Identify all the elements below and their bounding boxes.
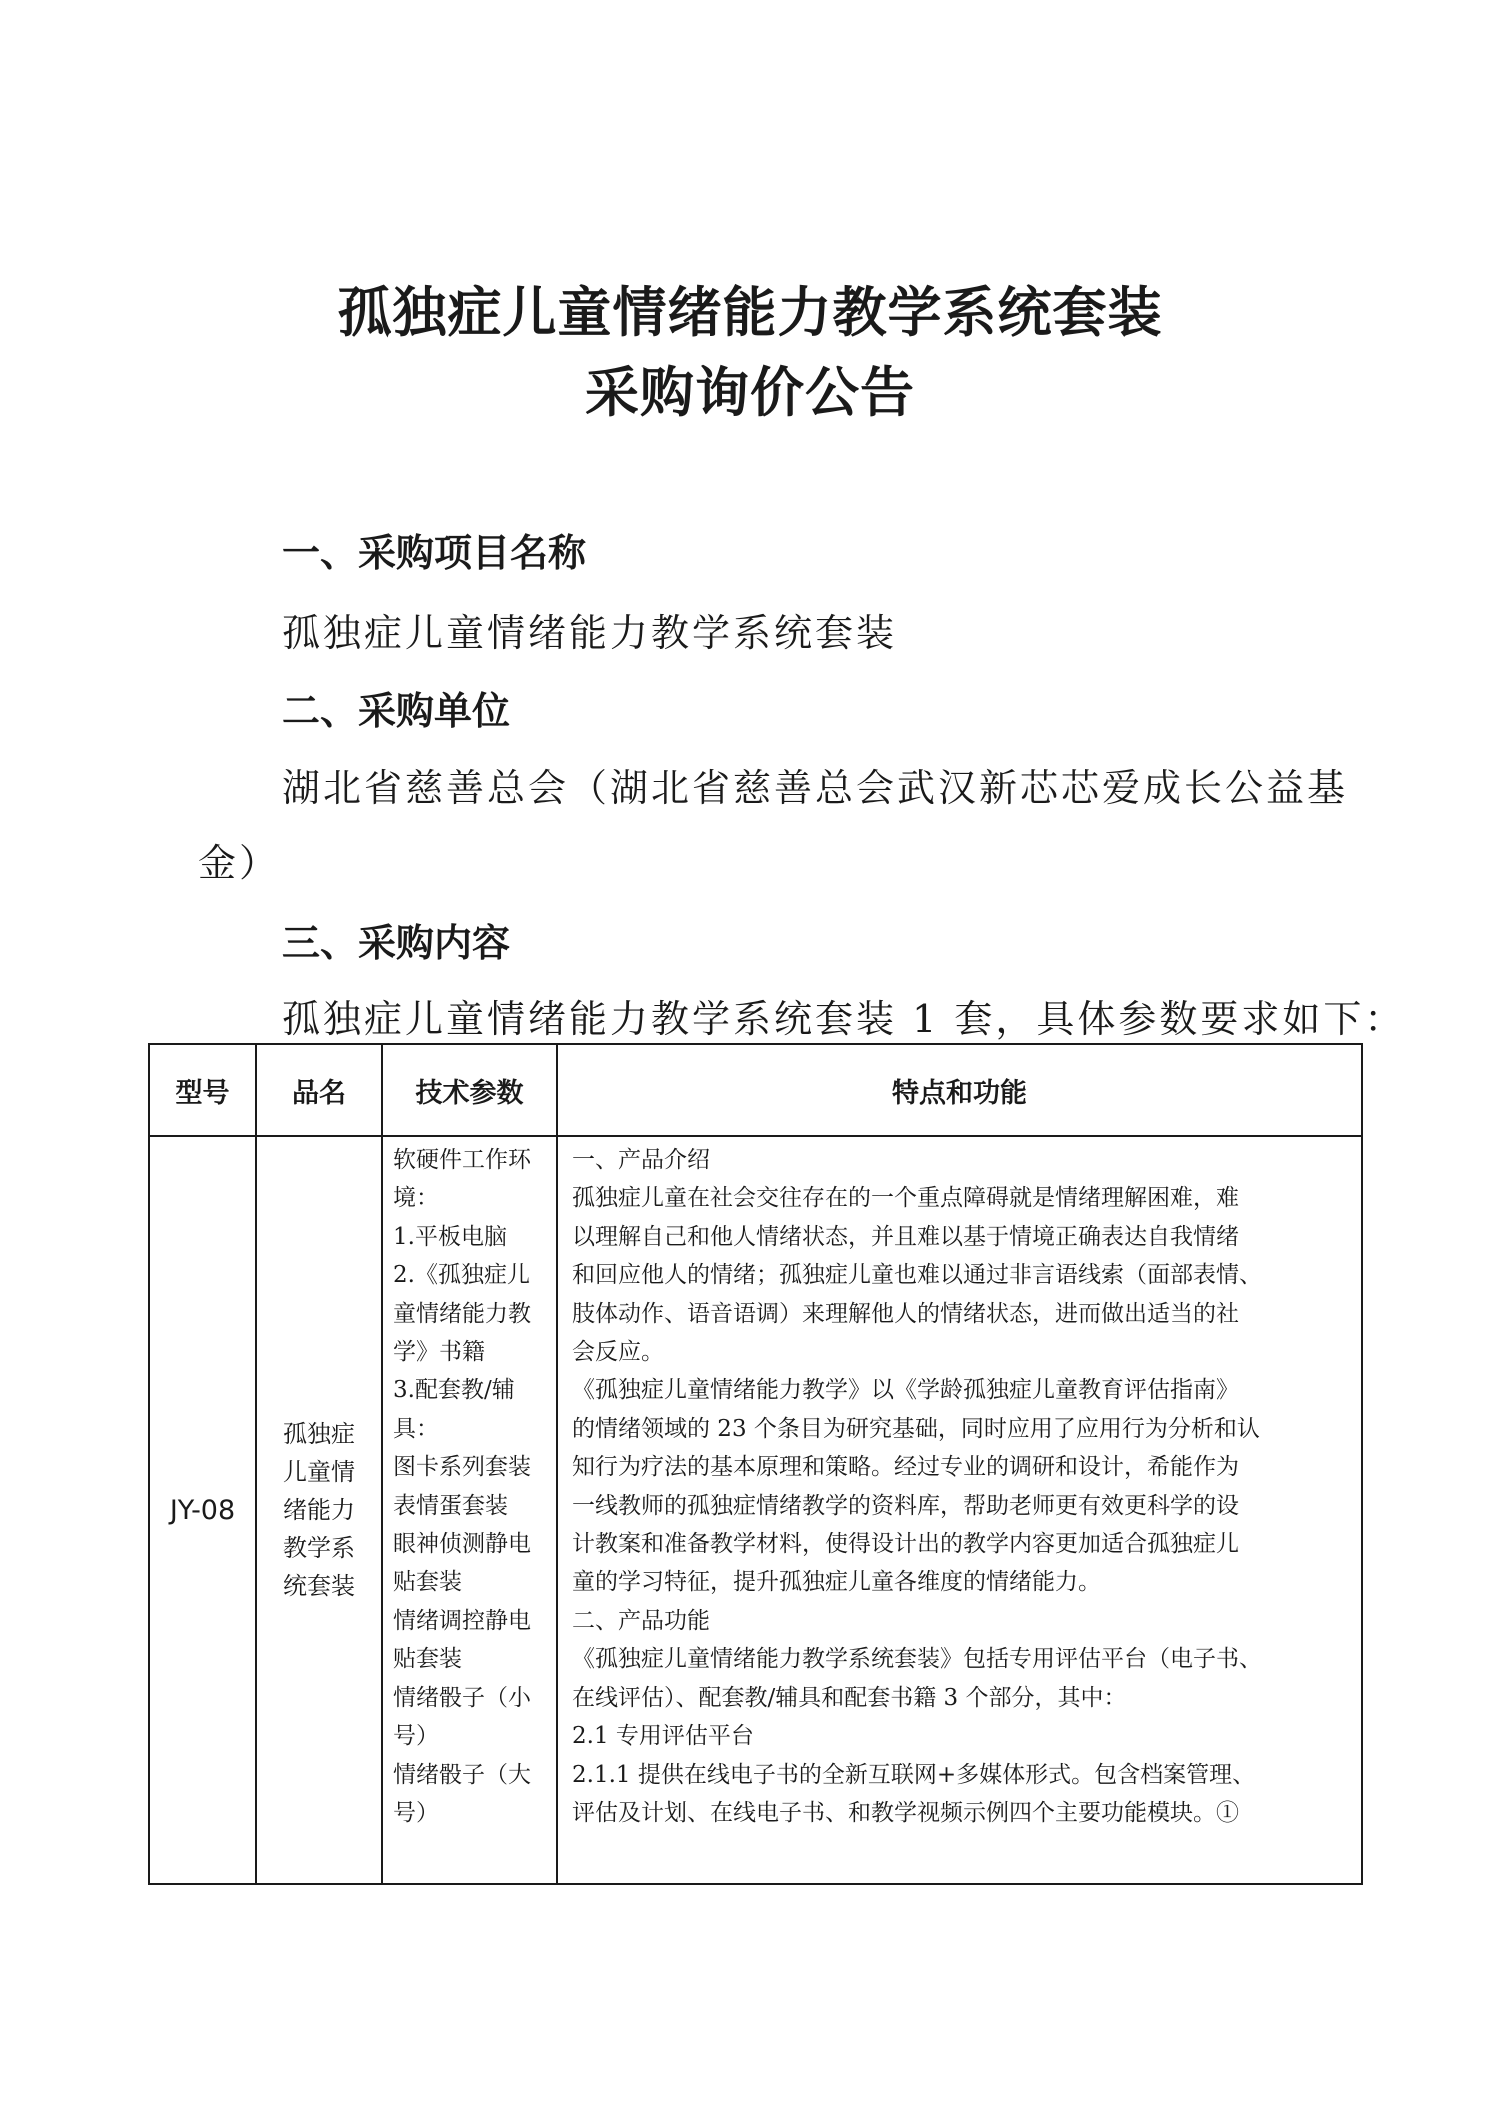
tech-line: 具： — [393, 1415, 439, 1442]
feature-line: 《孤独症儿童情绪能力教学》以《学龄孤独症儿童教育评估指南》 — [572, 1377, 1239, 1404]
feature-line: 肢体动作、语音语调）来理解他人的情绪状态，进而做出适当的社 — [572, 1300, 1239, 1327]
name-line: 儿童情 — [283, 1458, 355, 1486]
spec-table — [148, 1043, 1363, 1885]
tech-line: 情绪骰子（大 — [393, 1761, 531, 1788]
feature-line: 一、产品介绍 — [572, 1147, 710, 1173]
tech-line: 贴套装 — [393, 1646, 462, 1673]
tech-line: 号） — [393, 1799, 439, 1826]
tech-line: 境： — [393, 1185, 439, 1212]
tech-line: 号） — [393, 1723, 439, 1750]
header-model: 型号 — [149, 1044, 256, 1136]
section3-text: 孤独症儿童情绪能力教学系统套装 1 套，具体参数要求如下： — [282, 997, 1406, 1041]
header-tech: 技术参数 — [382, 1044, 557, 1136]
page-subtitle: 采购询价公告 — [585, 361, 915, 424]
tech-line: 童情绪能力教 — [393, 1300, 531, 1327]
feature-line: 计教案和准备教学材料，使得设计出的教学内容更加适合孤独症儿 — [572, 1531, 1239, 1558]
tech-line: 贴套装 — [393, 1569, 462, 1596]
feature-line: 会反应。 — [572, 1339, 664, 1366]
name-line: 绪能力 — [283, 1496, 355, 1524]
name-line: 孤独症 — [283, 1420, 355, 1448]
cell-tech — [382, 1136, 557, 1884]
tech-line: 图卡系列套装 — [393, 1454, 531, 1481]
cell-model: JY-08 — [149, 1136, 256, 1884]
name-line: 统套装 — [283, 1572, 355, 1600]
feature-line: 2.1.1 提供在线电子书的全新互联网+多媒体形式。包含档案管理、 — [572, 1761, 1256, 1788]
cell-features — [557, 1136, 1362, 1884]
feature-line: 一线教师的孤独症情绪教学的资料库，帮助老师更有效更科学的设 — [572, 1492, 1239, 1519]
feature-line: 评估及计划、在线电子书、和教学视频示例四个主要功能模块。① — [572, 1799, 1239, 1826]
cell-name — [256, 1136, 382, 1884]
tech-line: 1.平板电脑 — [393, 1223, 507, 1250]
tech-line: 情绪调控静电 — [393, 1607, 531, 1634]
tech-line: 学》书籍 — [393, 1339, 485, 1366]
tech-line: 眼神侦测静电 — [393, 1531, 531, 1558]
tech-line: 3.配套教/辅 — [393, 1377, 515, 1404]
table-header-row — [149, 1044, 1362, 1136]
tech-line: 软硬件工作环 — [393, 1147, 531, 1173]
tech-line: 情绪骰子（小 — [393, 1684, 531, 1711]
feature-line: 《孤独症儿童情绪能力教学系统套装》包括专用评估平台（电子书、 — [572, 1646, 1262, 1673]
section2-heading: 二、采购单位 — [282, 689, 511, 733]
name-line: 教学系 — [283, 1534, 355, 1562]
feature-line: 2.1 专用评估平台 — [572, 1723, 754, 1750]
tech-line: 表情蛋套装 — [393, 1492, 508, 1519]
feature-line: 的情绪领域的 23 个条目为研究基础，同时应用了应用行为分析和认 — [572, 1415, 1260, 1442]
feature-line: 以理解自己和他人情绪状态，并且难以基于情境正确表达自我情绪 — [572, 1223, 1239, 1250]
feature-line: 孤独症儿童在社会交往存在的一个重点障碍就是情绪理解困难，难 — [572, 1185, 1239, 1212]
feature-line: 在线评估）、配套教/辅具和配套书籍 3 个部分，其中： — [572, 1684, 1127, 1711]
feature-line: 二、产品功能 — [572, 1607, 710, 1634]
feature-line: 童的学习特征，提升孤独症儿童各维度的情绪能力。 — [572, 1569, 1101, 1596]
section2-text-line1: 湖北省慈善总会（湖北省慈善总会武汉新芯芯爱成长公益基 — [282, 766, 1349, 810]
header-features: 特点和功能 — [557, 1044, 1362, 1136]
header-name: 品名 — [256, 1044, 382, 1136]
section1-text: 孤独症儿童情绪能力教学系统套装 — [282, 611, 898, 655]
table-row — [149, 1136, 1362, 1884]
section3-heading: 三、采购内容 — [282, 921, 511, 965]
page-title: 孤独症儿童情绪能力教学系统套装 — [337, 281, 1163, 344]
feature-line: 知行为疗法的基本原理和策略。经过专业的调研和设计，希能作为 — [572, 1454, 1239, 1481]
feature-line: 和回应他人的情绪；孤独症儿童也难以通过非言语线索（面部表情、 — [572, 1262, 1262, 1289]
section2-text-line2: 金） — [198, 841, 281, 885]
tech-line: 2.《孤独症儿 — [393, 1262, 530, 1289]
section1-heading: 一、采购项目名称 — [282, 531, 587, 575]
